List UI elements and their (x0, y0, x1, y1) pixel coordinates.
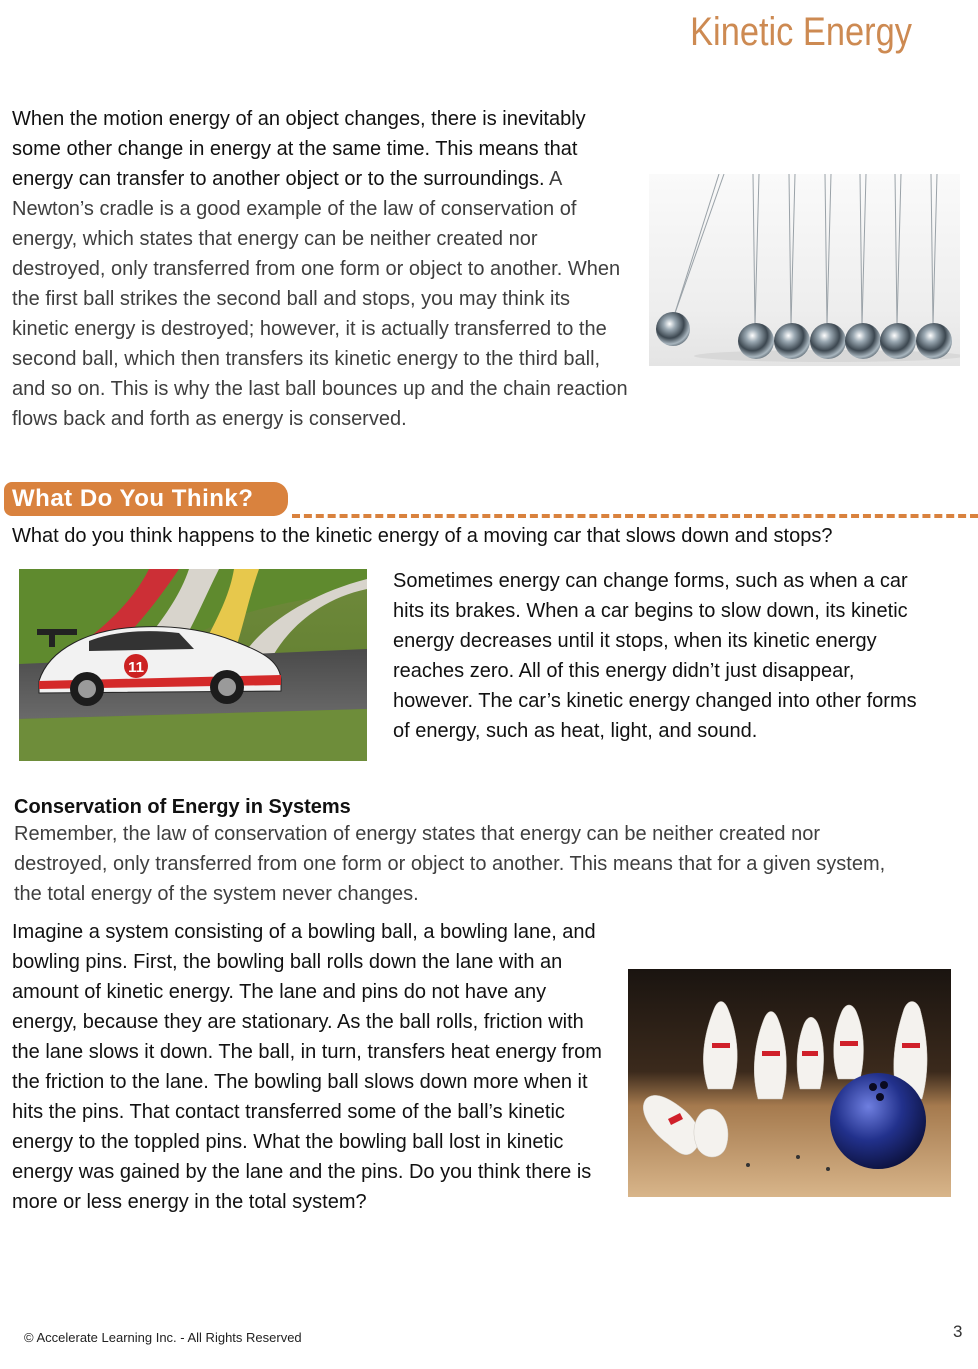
bowling-paragraph: Imagine a system consisting of a bowling ball, a bowling lane, and bowling pins. First, the bowling ball rolls down the lane with an amount of kinetic energy. The lane and pins do not have any energy, because they are stationary. As the ball rolls, friction with the lane slows it down. The ball, in turn, transfers heat energy from the friction to the lane. The bowling ball slows down more when it hits the pins. That contact transferred some of the ball’s kinetic energy to the toppled pins. What the bowling ball lost in kinetic energy was gained by the lane and the pins. Do you think there is more or less energy in the total system? (12, 921, 602, 1213)
intro-sentence-grey: A Newton’s cradle is a good example of the law of conservation of energy, which states that energy can be neither created nor destroyed, only transferred from one form or object to another. When the first ball strikes the second ball and stops, you may think its kinetic energy is destroyed; however, it is actually transferred to the second ball, which then transfers its kinetic energy to the third ball, and so on. This is why the last ball bounces up and the chain reaction flows back and forth as energy is conserved. (12, 168, 628, 430)
what-do-you-think-banner (0, 478, 978, 522)
intro-sentence-dark: When the motion energy of an object changes, there is inevitably some other change in energy at the same time. This means that energy can transfer to another object or to the surroundings. (12, 108, 586, 190)
car-number: 11 (128, 659, 144, 676)
what-do-you-think-label: What Do You Think? (4, 482, 288, 516)
think-answer: Sometimes energy can change forms, such as when a car hits its brakes. When a car begins to slow down, its kinetic energy decreases until it stops, when its kinetic energy reaches zero. All of this energy didn’t just disappear, however. The car’s kinetic energy changed into other forms of energy, such as heat, light, and sound. (393, 570, 917, 742)
dashed-divider (292, 514, 978, 518)
page-number: 3 (953, 1322, 963, 1341)
newtons-cradle-illustration (649, 174, 960, 366)
copyright-footer: © Accelerate Learning Inc. - All Rights Reserved (24, 1330, 302, 1345)
race-car-image (19, 569, 367, 761)
bowling-illustration (628, 969, 951, 1197)
race-car-illustration (19, 569, 367, 761)
conservation-heading: Conservation of Energy in Systems (14, 796, 351, 818)
page-title: Kinetic Energy (690, 10, 912, 54)
newtons-cradle-image (649, 174, 960, 366)
think-question: What do you think happens to the kinetic energy of a moving car that slows down and stops? (12, 525, 833, 547)
conservation-body: Remember, the law of conservation of energy states that energy can be neither created nor destroyed, only transferred from one form or object to another. This means that for a given system, the total energy of the system never changes. (14, 823, 886, 905)
intro-paragraph (12, 104, 632, 434)
bowling-image (628, 969, 951, 1197)
